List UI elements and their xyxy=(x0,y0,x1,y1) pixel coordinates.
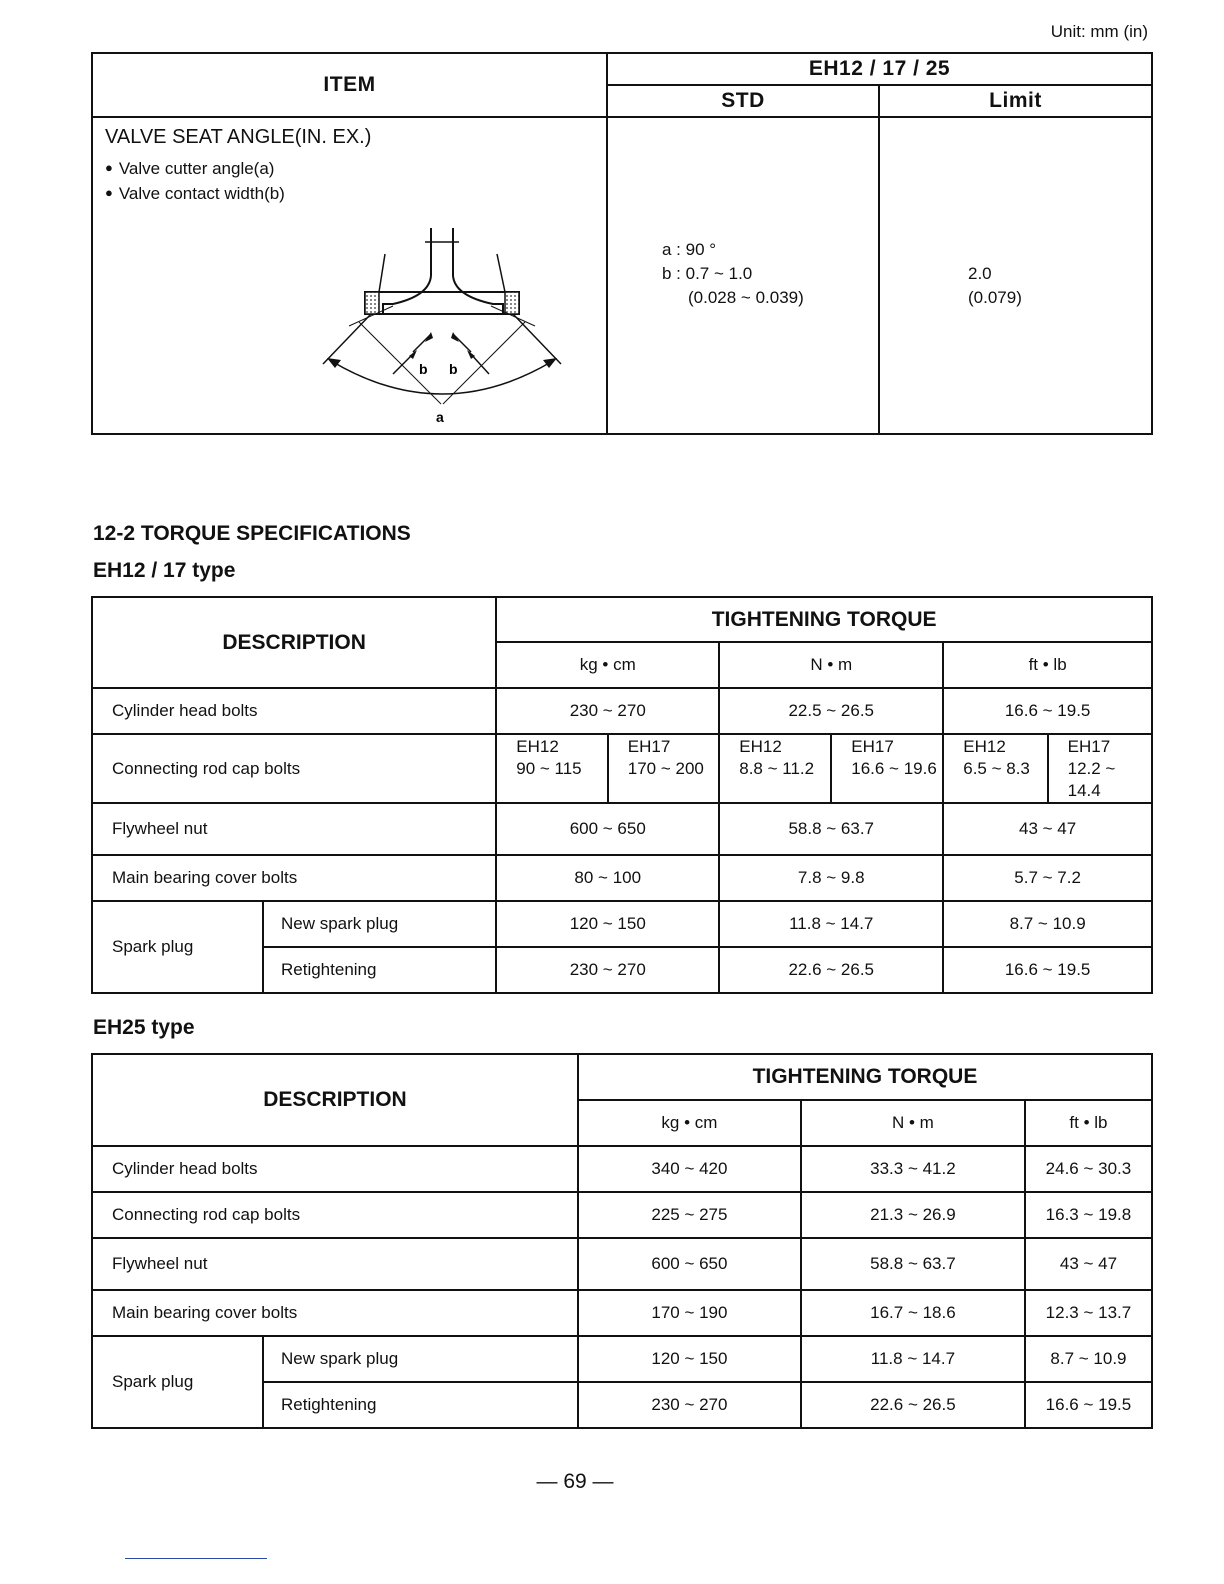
unit-nm: N • m xyxy=(801,1100,1025,1146)
tightening-torque-header: TIGHTENING TORQUE xyxy=(496,597,1152,642)
unit-kgcm: kg • cm xyxy=(578,1100,801,1146)
sub-row-label: New spark plug xyxy=(263,901,496,947)
value-nm: 33.3 ~ 41.2 xyxy=(801,1146,1025,1192)
table-row xyxy=(92,1238,1152,1290)
value-ftlb: 8.7 ~ 10.9 xyxy=(943,901,1152,947)
table-row xyxy=(92,1290,1152,1336)
unit-label: Unit: mm (in) xyxy=(1050,22,1148,41)
torque-table-eh25 xyxy=(91,1053,1153,1429)
value-nm: 11.8 ~ 14.7 xyxy=(719,901,943,947)
value-ftlb: 43 ~ 47 xyxy=(1025,1238,1152,1290)
std-width-in: (0.028 ~ 0.039) xyxy=(688,288,804,307)
label-b-left: b xyxy=(419,361,428,377)
limit-mm: 2.0 xyxy=(968,264,992,283)
valve-seat-diagram xyxy=(313,226,573,426)
std-value-cell xyxy=(607,117,879,434)
valve-seat-spec-table xyxy=(91,52,1153,435)
value-kgcm: 600 ~ 650 xyxy=(578,1238,801,1290)
footer-rule xyxy=(125,1558,267,1559)
torque-table-eh1217 xyxy=(91,596,1153,994)
value-kgcm: 230 ~ 270 xyxy=(578,1382,801,1428)
table-row xyxy=(92,1336,1152,1382)
value-ftlb: 16.6 ~ 19.5 xyxy=(943,947,1152,993)
row-label: Cylinder head bolts xyxy=(92,1146,578,1192)
model-eh17: EH17 xyxy=(851,737,894,756)
page-number: — 69 — xyxy=(536,1470,614,1493)
sub-row-label: New spark plug xyxy=(263,1336,578,1382)
value-kgcm: 170 ~ 190 xyxy=(578,1290,801,1336)
value-kgcm: 120 ~ 150 xyxy=(578,1336,801,1382)
eh25-type-title: EH25 type xyxy=(93,1016,195,1039)
row-label: Connecting rod cap bolts xyxy=(92,734,496,803)
value-nm: 7.8 ~ 9.8 xyxy=(719,855,943,901)
table-row xyxy=(92,901,1152,947)
model-eh17: EH17 xyxy=(627,737,671,756)
value-nm: 16.7 ~ 18.6 xyxy=(801,1290,1025,1336)
value-kgcm-split xyxy=(496,734,719,803)
model-eh17: EH17 xyxy=(1067,737,1111,756)
label-b-right: b xyxy=(449,361,458,377)
value-eh12: 6.5 ~ 8.3 xyxy=(963,759,1030,778)
table-row xyxy=(92,1192,1152,1238)
value-nm: 58.8 ~ 63.7 xyxy=(719,803,943,855)
limit-header: Limit xyxy=(879,85,1152,117)
table-row xyxy=(92,734,1152,803)
eh1217-type-title: EH12 / 17 type xyxy=(93,559,236,582)
value-ftlb: 16.3 ~ 19.8 xyxy=(1025,1192,1152,1238)
value-ftlb: 16.6 ~ 19.5 xyxy=(1025,1382,1152,1428)
row-label: Flywheel nut xyxy=(92,803,496,855)
row-label: Spark plug xyxy=(92,1336,263,1428)
unit-ftlb: ft • lb xyxy=(943,642,1152,688)
tightening-torque-header: TIGHTENING TORQUE xyxy=(578,1054,1152,1100)
row-label: Connecting rod cap bolts xyxy=(92,1192,578,1238)
value-nm: 22.6 ~ 26.5 xyxy=(719,947,943,993)
value-ftlb: 16.6 ~ 19.5 xyxy=(943,688,1152,734)
value-eh17: 12.2 ~ 14.4 xyxy=(1067,759,1116,800)
model-header: EH12 / 17 / 25 xyxy=(607,53,1152,85)
std-width: b : 0.7 ~ 1.0 xyxy=(662,264,753,283)
description-header: DESCRIPTION xyxy=(92,1054,578,1146)
value-kgcm: 230 ~ 270 xyxy=(496,947,719,993)
value-nm: 58.8 ~ 63.7 xyxy=(801,1238,1025,1290)
std-angle: a : 90 ° xyxy=(662,240,717,259)
value-ftlb: 5.7 ~ 7.2 xyxy=(943,855,1152,901)
bullet-cutter-angle: ● Valve cutter angle(a) xyxy=(105,157,594,182)
value-nm: 22.5 ~ 26.5 xyxy=(719,688,943,734)
section-title: 12-2 TORQUE SPECIFICATIONS xyxy=(93,522,411,545)
limit-in: (0.079) xyxy=(968,288,1022,307)
sub-row-label: Retightening xyxy=(263,1382,578,1428)
value-kgcm: 80 ~ 100 xyxy=(496,855,719,901)
unit-ftlb: ft • lb xyxy=(1025,1100,1152,1146)
model-eh12: EH12 xyxy=(739,737,782,756)
value-kgcm: 230 ~ 270 xyxy=(496,688,719,734)
value-nm: 22.6 ~ 26.5 xyxy=(801,1382,1025,1428)
value-kgcm: 120 ~ 150 xyxy=(496,901,719,947)
valve-seat-item-cell xyxy=(92,117,607,434)
value-ftlb: 43 ~ 47 xyxy=(943,803,1152,855)
table-row xyxy=(92,688,1152,734)
value-eh12: 8.8 ~ 11.2 xyxy=(739,759,815,778)
row-label: Cylinder head bolts xyxy=(92,688,496,734)
sub-row-label: Retightening xyxy=(263,947,496,993)
value-ftlb: 8.7 ~ 10.9 xyxy=(1025,1336,1152,1382)
table-row xyxy=(92,803,1152,855)
std-header: STD xyxy=(607,85,879,117)
value-ftlb: 12.3 ~ 13.7 xyxy=(1025,1290,1152,1336)
value-ftlb-split xyxy=(943,734,1152,803)
value-eh17: 16.6 ~ 19.6 xyxy=(851,759,937,778)
value-eh17: 170 ~ 200 xyxy=(627,759,704,778)
label-a: a xyxy=(436,409,444,425)
value-nm-split xyxy=(719,734,943,803)
row-label: Flywheel nut xyxy=(92,1238,578,1290)
row-label: Main bearing cover bolts xyxy=(92,855,496,901)
model-eh12: EH12 xyxy=(516,737,559,756)
description-header: DESCRIPTION xyxy=(92,597,496,688)
model-eh12: EH12 xyxy=(963,737,1006,756)
row-label: Main bearing cover bolts xyxy=(92,1290,578,1336)
unit-nm: N • m xyxy=(719,642,943,688)
table-row xyxy=(92,855,1152,901)
value-ftlb: 24.6 ~ 30.3 xyxy=(1025,1146,1152,1192)
unit-kgcm: kg • cm xyxy=(496,642,719,688)
limit-value-cell xyxy=(879,117,1152,434)
table-row xyxy=(92,1146,1152,1192)
value-nm: 11.8 ~ 14.7 xyxy=(801,1336,1025,1382)
value-kgcm: 225 ~ 275 xyxy=(578,1192,801,1238)
value-nm: 21.3 ~ 26.9 xyxy=(801,1192,1025,1238)
value-kgcm: 340 ~ 420 xyxy=(578,1146,801,1192)
item-header: ITEM xyxy=(92,53,607,117)
bullet-contact-width: ● Valve contact width(b) xyxy=(105,182,594,207)
value-eh12: 90 ~ 115 xyxy=(516,759,582,778)
value-kgcm: 600 ~ 650 xyxy=(496,803,719,855)
row-label: Spark plug xyxy=(92,901,263,993)
valve-seat-title: VALVE SEAT ANGLE(IN. EX.) xyxy=(105,126,372,148)
